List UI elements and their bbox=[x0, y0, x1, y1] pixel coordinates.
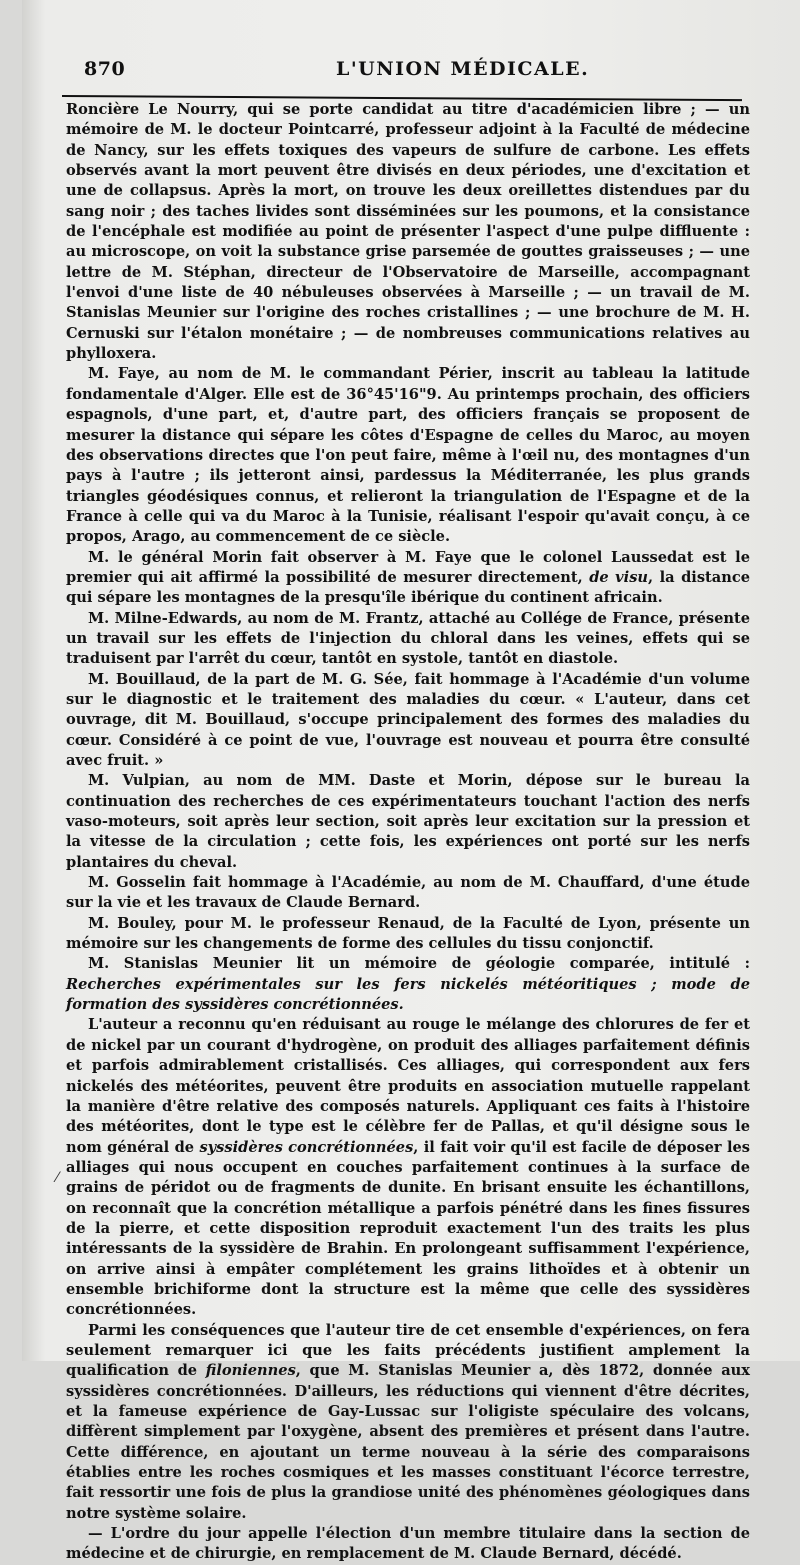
paragraph bbox=[66, 1524, 750, 1565]
text-run: M. Bouley, pour M. le professeur Renaud, de la Faculté de Lyon, présente un mémoire sur les changements de forme des cellules du tissu conjonctif. bbox=[66, 914, 750, 953]
italic-text: filoniennes bbox=[205, 1362, 296, 1380]
paragraph bbox=[66, 609, 750, 670]
paragraph bbox=[66, 1321, 750, 1524]
text-run: L'auteur a reconnu qu'en réduisant au rouge le mélange des chlorures de fer et de nickel par un courant d'hydrogène, on produit des alliages parfaitement définis et parfois admirablement cristallisés. Ces alliages, qui correspondent aux fers nickelés des météorites, peuvent être produits en association mutuelle rappelant la manière d'être relative des composés naturels. Appliquant ces faits à l'histoire des météorites, dont le type est le célèbre fer de Pallas, et qu'il désigne sous le nom général de bbox=[66, 1016, 750, 1156]
text-run: , il fait voir qu'il est facile de déposer les alliages qui nous occupent en couches parfaitement continues à la surface de grains de péridot ou de fragments de dunite. En brisant ensuite les échantillons, on reconnaît que la concrétion métallique a parfois pénétré dans les fines fissures de la pierre, et cette disposition reproduit exactement l'un des traits les plus intéressants de la syssidère de Brahin. En prolongeant suffisamment l'expérience, on arrive ainsi à empâter complétement les grains lithoïdes et à obtenir un ensemble brichiforme dont la structure est la même que celle des syssidères concrétionnées. bbox=[66, 1138, 750, 1319]
page-number: 870 bbox=[84, 58, 126, 80]
italic-text: Recherches expérimentales sur les fers nickelés météoritiques ; mode de formation des syssidères concrétionnées. bbox=[66, 975, 750, 1014]
margin-pencil-mark: ⁄ bbox=[56, 1170, 59, 1186]
paragraph bbox=[66, 670, 750, 772]
text-run: M. Bouillaud, de la part de M. G. Sée, fait hommage à l'Académie d'un volume sur le diagnostic et le traitement des maladies du cœur. « L'auteur, dans cet ouvrage, dit M. Bouillaud, s'occupe principalement des formes des maladies du cœur. Considéré à ce point de vue, l'ouvrage est nouveau et pourra être consulté avec fruit. » bbox=[66, 670, 750, 769]
text-run: M. Milne-Edwards, au nom de M. Frantz, attaché au Collége de France, présente un travail sur les effets de l'injection du chloral dans les veines, effets qui se traduisent par l'arrêt du cœur, tantôt en systole, tantôt en diastole. bbox=[66, 609, 750, 668]
text-run: — L'ordre du jour appelle l'élection d'un membre titulaire dans la section de médecine et de chirurgie, en remplacement de M. Claude Bernard, décédé. bbox=[66, 1525, 750, 1563]
page-header bbox=[84, 58, 774, 88]
text-run: , que M. Stanislas Meunier a, dès 1872, donnée aux syssidères concrétionnées. D'ailleurs, les réductions qui viennent d'être décrites, et la fameuse expérience de Gay-Lussac sur l'oligiste spéculaire des volcans, diffèrent simplement par l'oxygène, absent des premières et présent dans l'autre. Cette différence, en ajoutant un terme nouveau à la série des comparaisons établies entre les roches cosmiques et les masses constituant l'écorce terrestre, fait ressortir une fois de plus la grandiose unité des phénomènes géologiques dans notre système solaire. bbox=[66, 1362, 750, 1522]
italic-text: de visu bbox=[589, 568, 649, 586]
paragraph bbox=[66, 771, 750, 873]
paragraph bbox=[66, 914, 750, 955]
text-run: M. Gosselin fait hommage à l'Académie, au nom de M. Chauffard, d'une étude sur la vie et les travaux de Claude Bernard. bbox=[66, 874, 750, 912]
text-run: M. le général Morin fait observer à M. Faye que le colonel Laussedat est le premier qui ait affirmé la possibilité de mesurer directement, bbox=[66, 548, 750, 586]
paragraph bbox=[66, 100, 750, 364]
text-run: M. Vulpian, au nom de MM. Daste et Morin, dépose sur le bureau la continuation des recherches de ces expérimentateurs touchant l'action des nerfs vaso-moteurs, soit après leur section, soit après leur excitation sur la pression et la vitesse de la circulation ; cette fois, les expériences ont porté sur les nerfs plantaires du cheval. bbox=[66, 772, 750, 871]
running-title: L'UNION MÉDICALE. bbox=[336, 58, 590, 80]
text-run: M. Faye, au nom de M. le commandant Périer, inscrit au tableau la latitude fondamentale d'Alger. Elle est de 36°45'16"9. Au printemps prochain, des officiers espagnols, d'une part, et, d'autre part, des officiers français se proposent de mesurer la distance qui sépare les côtes d'Espagne de celles du Maroc, au moyen des observations directes que l'on peut faire, même à l'œil nu, des montagnes d'un pays à l'autre ; ils jetteront ainsi, pardessus la Méditerranée, les plus grands triangles géodésiques connus, et relieront la triangulation de l'Espagne et de la France à celle qui va du Maroc à la Tunisie, réalisant l'espoir qu'avait conçu, à ce propos, Arago, au commencement de ce siècle. bbox=[66, 365, 750, 546]
paragraph bbox=[66, 954, 750, 1015]
paragraph bbox=[66, 873, 750, 914]
text-run: M. Stanislas Meunier lit un mémoire de géologie comparée, intitulé : bbox=[88, 955, 750, 973]
paragraph bbox=[66, 1015, 750, 1320]
text-run: Roncière Le Nourry, qui se porte candidat au titre d'académicien libre ; — un mémoire de M. le docteur Pointcarré, professeur adjoint à la Faculté de médecine de Nancy, sur les effets toxiques des vapeurs de sulfure de carbone. Les effets observés avant la mort peuvent être divisés en deux périodes, une d'excitation et une de collapsus. Après la mort, on trouve les deux oreillettes distendues par du sang noir ; des taches livides sont disséminées sur les poumons, et la consistance de l'encéphale est modifiée au point de présenter l'aspect d'une pulpe diffluente : au microscope, on voit la substance grise parsemée de gouttes graisseuses ; — une lettre de M. Stéphan, directeur de l'Observatoire de Marseille, accompagnant l'envoi d'une liste de 40 nébuleuses observées à Marseille ; — un travail de M. Stanislas Meunier sur l'origine des roches cristallines ; — une brochure de M. H. Cernuski sur l'étalon monétaire ; — de nombreuses communications relatives au phylloxera. bbox=[66, 101, 750, 363]
text-run: Parmi les conséquences que l'auteur tire de cet ensemble d'expériences, on fera seulement remarquer ici que les faits précédents justifient amplement la qualification de bbox=[66, 1321, 750, 1380]
paragraph bbox=[66, 548, 750, 609]
paragraph bbox=[66, 364, 750, 547]
text-run: , la distance qui sépare les montagnes de la presqu'île ibérique du continent africain. bbox=[66, 568, 751, 607]
body-text bbox=[66, 100, 750, 1565]
italic-text: syssidères concrétionnées bbox=[199, 1138, 414, 1156]
